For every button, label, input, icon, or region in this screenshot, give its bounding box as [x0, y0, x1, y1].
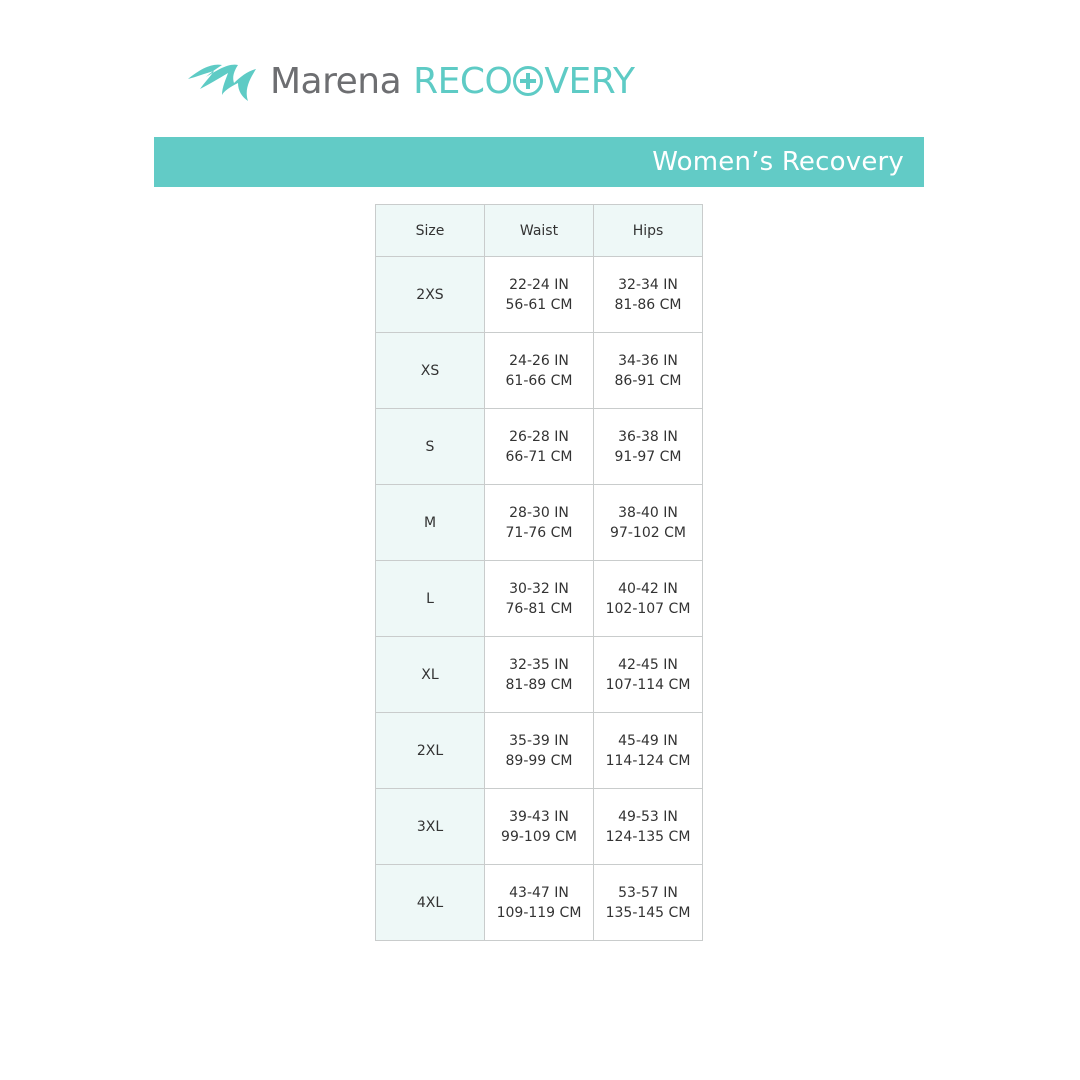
hips-cell [594, 789, 703, 865]
hips-cell [594, 561, 703, 637]
waist-inches: 26-28 IN [509, 428, 569, 445]
table-row [376, 865, 703, 941]
hips-centimeters: 102-107 CM [605, 600, 691, 617]
brand-name: Marena [270, 61, 402, 102]
waist-cell [485, 257, 594, 333]
hips-centimeters: 86-91 CM [614, 372, 682, 389]
table-row [376, 409, 703, 485]
waist-inches: 30-32 IN [509, 580, 569, 597]
hips-centimeters: 81-86 CM [614, 296, 682, 313]
waist-cell [485, 789, 594, 865]
waist-centimeters: 71-76 CM [505, 524, 573, 541]
waist-centimeters: 81-89 CM [505, 676, 573, 693]
table-row [376, 637, 703, 713]
hips-inches: 34-36 IN [618, 352, 678, 369]
title-banner [154, 137, 924, 187]
product-line: RECO VERY [413, 61, 635, 102]
size-cell: M [376, 485, 485, 561]
table-row [376, 789, 703, 865]
table-body [376, 257, 703, 941]
hips-cell [594, 257, 703, 333]
hips-centimeters: 124-135 CM [605, 828, 691, 845]
hips-inches: 40-42 IN [618, 580, 678, 597]
waist-inches: 22-24 IN [509, 276, 569, 293]
hips-cell [594, 637, 703, 713]
hips-inches: 32-34 IN [618, 276, 678, 293]
hips-centimeters: 114-124 CM [605, 752, 691, 769]
table-header-row [376, 205, 703, 257]
hips-inches: 45-49 IN [618, 732, 678, 749]
waist-inches: 32-35 IN [509, 656, 569, 673]
hips-centimeters: 135-145 CM [605, 904, 691, 921]
waist-centimeters: 56-61 CM [505, 296, 573, 313]
waist-centimeters: 99-109 CM [501, 828, 577, 845]
hips-centimeters: 107-114 CM [605, 676, 691, 693]
hips-centimeters: 97-102 CM [610, 524, 686, 541]
hips-cell [594, 865, 703, 941]
header-waist: Waist [485, 205, 594, 257]
page-title: Women’s Recovery [652, 147, 904, 177]
waist-cell [485, 561, 594, 637]
header-size: Size [376, 205, 485, 257]
waist-cell [485, 637, 594, 713]
hips-cell [594, 409, 703, 485]
brand-logo [186, 58, 634, 106]
waist-centimeters: 89-99 CM [505, 752, 573, 769]
table-row [376, 333, 703, 409]
waist-cell [485, 713, 594, 789]
hips-inches: 38-40 IN [618, 504, 678, 521]
waist-centimeters: 61-66 CM [505, 372, 573, 389]
hips-cell [594, 713, 703, 789]
size-cell: XS [376, 333, 485, 409]
medical-cross-icon [513, 66, 543, 96]
size-cell: 4XL [376, 865, 485, 941]
waist-centimeters: 109-119 CM [496, 904, 582, 921]
hips-inches: 49-53 IN [618, 808, 678, 825]
header-hips: Hips [594, 205, 703, 257]
hips-centimeters: 91-97 CM [614, 448, 682, 465]
table-row [376, 485, 703, 561]
waist-centimeters: 66-71 CM [505, 448, 573, 465]
size-cell: 2XL [376, 713, 485, 789]
waist-centimeters: 76-81 CM [505, 600, 573, 617]
size-cell: XL [376, 637, 485, 713]
size-cell: 2XS [376, 257, 485, 333]
waist-cell [485, 485, 594, 561]
waist-cell [485, 409, 594, 485]
marena-wave-icon [186, 59, 262, 105]
size-chart-table [375, 204, 703, 941]
waist-inches: 28-30 IN [509, 504, 569, 521]
waist-cell [485, 865, 594, 941]
hips-cell [594, 333, 703, 409]
waist-cell [485, 333, 594, 409]
hips-inches: 53-57 IN [618, 884, 678, 901]
hips-inches: 42-45 IN [618, 656, 678, 673]
size-cell: S [376, 409, 485, 485]
waist-inches: 35-39 IN [509, 732, 569, 749]
table-row [376, 713, 703, 789]
hips-cell [594, 485, 703, 561]
hips-inches: 36-38 IN [618, 428, 678, 445]
size-cell: 3XL [376, 789, 485, 865]
waist-inches: 39-43 IN [509, 808, 569, 825]
table-row [376, 257, 703, 333]
table-row [376, 561, 703, 637]
waist-inches: 24-26 IN [509, 352, 569, 369]
size-cell: L [376, 561, 485, 637]
waist-inches: 43-47 IN [509, 884, 569, 901]
